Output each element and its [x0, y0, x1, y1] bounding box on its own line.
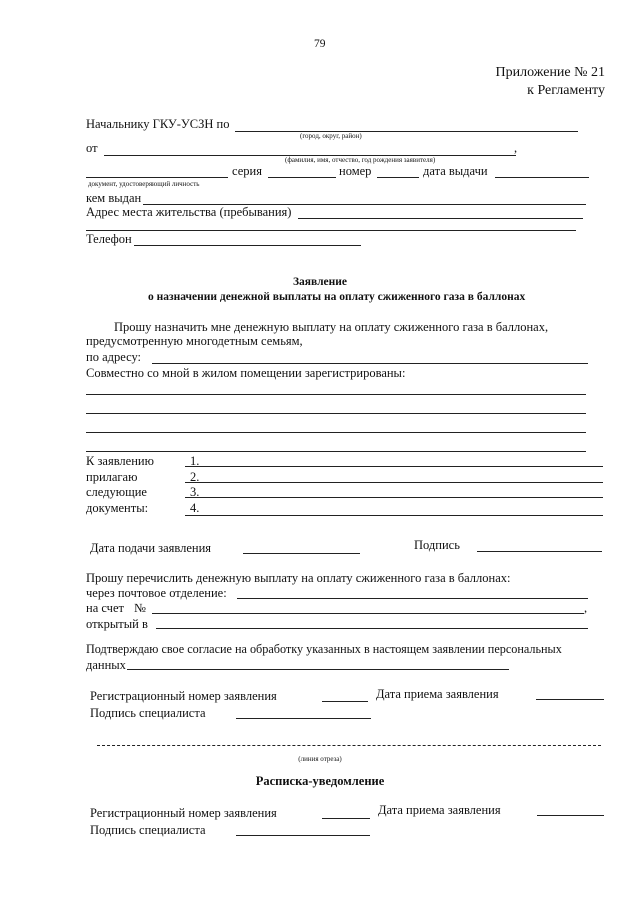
receipt-date-field-2[interactable]: [537, 815, 604, 816]
attachments-label-3: следующие: [86, 485, 147, 499]
attachments-label-2: прилагаю: [86, 469, 138, 484]
registered-line-1[interactable]: [86, 394, 586, 395]
receipt-title: Расписка-уведомление: [255, 774, 385, 788]
attachment-number-3: 3.: [190, 485, 200, 499]
registered-line-4[interactable]: [86, 451, 586, 452]
address-field[interactable]: [298, 218, 583, 219]
title-line1: Заявление: [292, 276, 347, 288]
receipt-date-label-2: Дата приема заявления: [378, 803, 501, 817]
account-number-sign: №: [134, 601, 146, 615]
account-label: на счет: [86, 601, 124, 615]
attachment-number-1: 1.: [190, 454, 200, 468]
issue-date-field[interactable]: [495, 177, 589, 178]
attachments-labels: [86, 454, 154, 516]
request-line1: Прошу назначить мне денежную выплату на оплату сжиженного газа в баллонах,: [114, 320, 549, 334]
series-field[interactable]: [268, 177, 336, 178]
consent-line1: Подтверждаю свое согласие на обработку указанных в настоящем заявлении персональных: [86, 642, 562, 656]
submission-date-label: Дата подачи заявления: [90, 541, 212, 555]
attachment-field-2[interactable]: [185, 482, 603, 483]
signature-label: Подпись: [414, 538, 460, 552]
appendix-line1: Приложение № 21: [495, 65, 605, 80]
phone-label: Телефон: [86, 232, 132, 246]
receipt-reg-number-field[interactable]: [322, 818, 370, 819]
chief-hint: (город, округ, район): [300, 132, 362, 140]
registered-label: Совместно со мной в жилом помещении зарегистрированы:: [86, 366, 406, 380]
request-line2: предусмотренную многодетным семьям,: [86, 334, 303, 348]
signature-field[interactable]: [477, 551, 602, 552]
issue-date-label: дата выдачи: [423, 164, 488, 178]
attachment-number-4: 4.: [190, 501, 200, 515]
address-field-2[interactable]: [86, 230, 576, 231]
id-doc-hint: документ, удостоверяющий личность: [88, 180, 200, 188]
phone-field[interactable]: [134, 245, 361, 246]
number-label: номер: [339, 164, 372, 178]
appendix-line2: к Регламенту: [527, 83, 605, 98]
attachment-field-1[interactable]: [185, 466, 603, 467]
from-comma: ,: [514, 141, 518, 155]
cut-line: [97, 745, 601, 746]
page-number: 79: [314, 38, 326, 50]
receipt-reg-number-label: Регистрационный номер заявления: [90, 806, 277, 820]
consent-field[interactable]: [127, 669, 509, 670]
attachment-number-2: 2.: [190, 470, 200, 484]
id-doc-field[interactable]: [86, 177, 228, 178]
issued-by-label: кем выдан: [86, 191, 142, 205]
specialist-sign-field[interactable]: [236, 718, 371, 719]
submission-date-field[interactable]: [243, 553, 360, 554]
appendix-block: [496, 64, 606, 100]
attachment-field-3[interactable]: [185, 497, 603, 498]
from-hint: (фамилия, имя, отчество, год рождения заявителя): [285, 156, 436, 164]
receipt-specialist-sign-label: Подпись специалиста: [90, 823, 206, 837]
chief-field[interactable]: [235, 131, 578, 132]
post-office-label: через почтовое отделение:: [86, 586, 227, 600]
consent-line2: данных: [86, 658, 126, 672]
attachments-label-4: документы:: [86, 500, 149, 515]
registered-line-3[interactable]: [86, 432, 586, 433]
series-label: серия: [232, 164, 262, 178]
opened-label: открытый в: [86, 617, 148, 631]
body-address-field[interactable]: [152, 363, 588, 364]
transfer-request: Прошу перечислить денежную выплату на оплату сжиженного газа в баллонах:: [86, 571, 511, 585]
opened-field[interactable]: [156, 628, 588, 629]
receipt-date-field[interactable]: [536, 699, 604, 700]
account-field[interactable]: [152, 613, 584, 614]
chief-label: Начальнику ГКУ-УСЗН по: [86, 117, 230, 131]
address-label: Адрес места жительства (пребывания): [86, 205, 292, 219]
body-address-label: по адресу:: [86, 350, 142, 364]
number-field[interactable]: [377, 177, 419, 178]
receipt-specialist-sign-field[interactable]: [236, 835, 370, 836]
registered-line-2[interactable]: [86, 413, 586, 414]
specialist-sign-label: Подпись специалиста: [90, 706, 206, 720]
post-office-field[interactable]: [237, 598, 588, 599]
reg-number-label: Регистрационный номер заявления: [90, 689, 277, 703]
account-comma: ,: [584, 601, 588, 615]
attachment-field-4[interactable]: [185, 515, 603, 516]
attachments-label-1: К заявлению: [86, 454, 154, 468]
receipt-date-label: Дата приема заявления: [376, 687, 499, 701]
cut-line-label: (линия отреза): [298, 755, 342, 763]
title-line2: о назначении денежной выплаты на оплату сжиженного газа в баллонах: [148, 291, 526, 303]
reg-number-field[interactable]: [322, 701, 368, 702]
from-label: от: [86, 141, 98, 155]
